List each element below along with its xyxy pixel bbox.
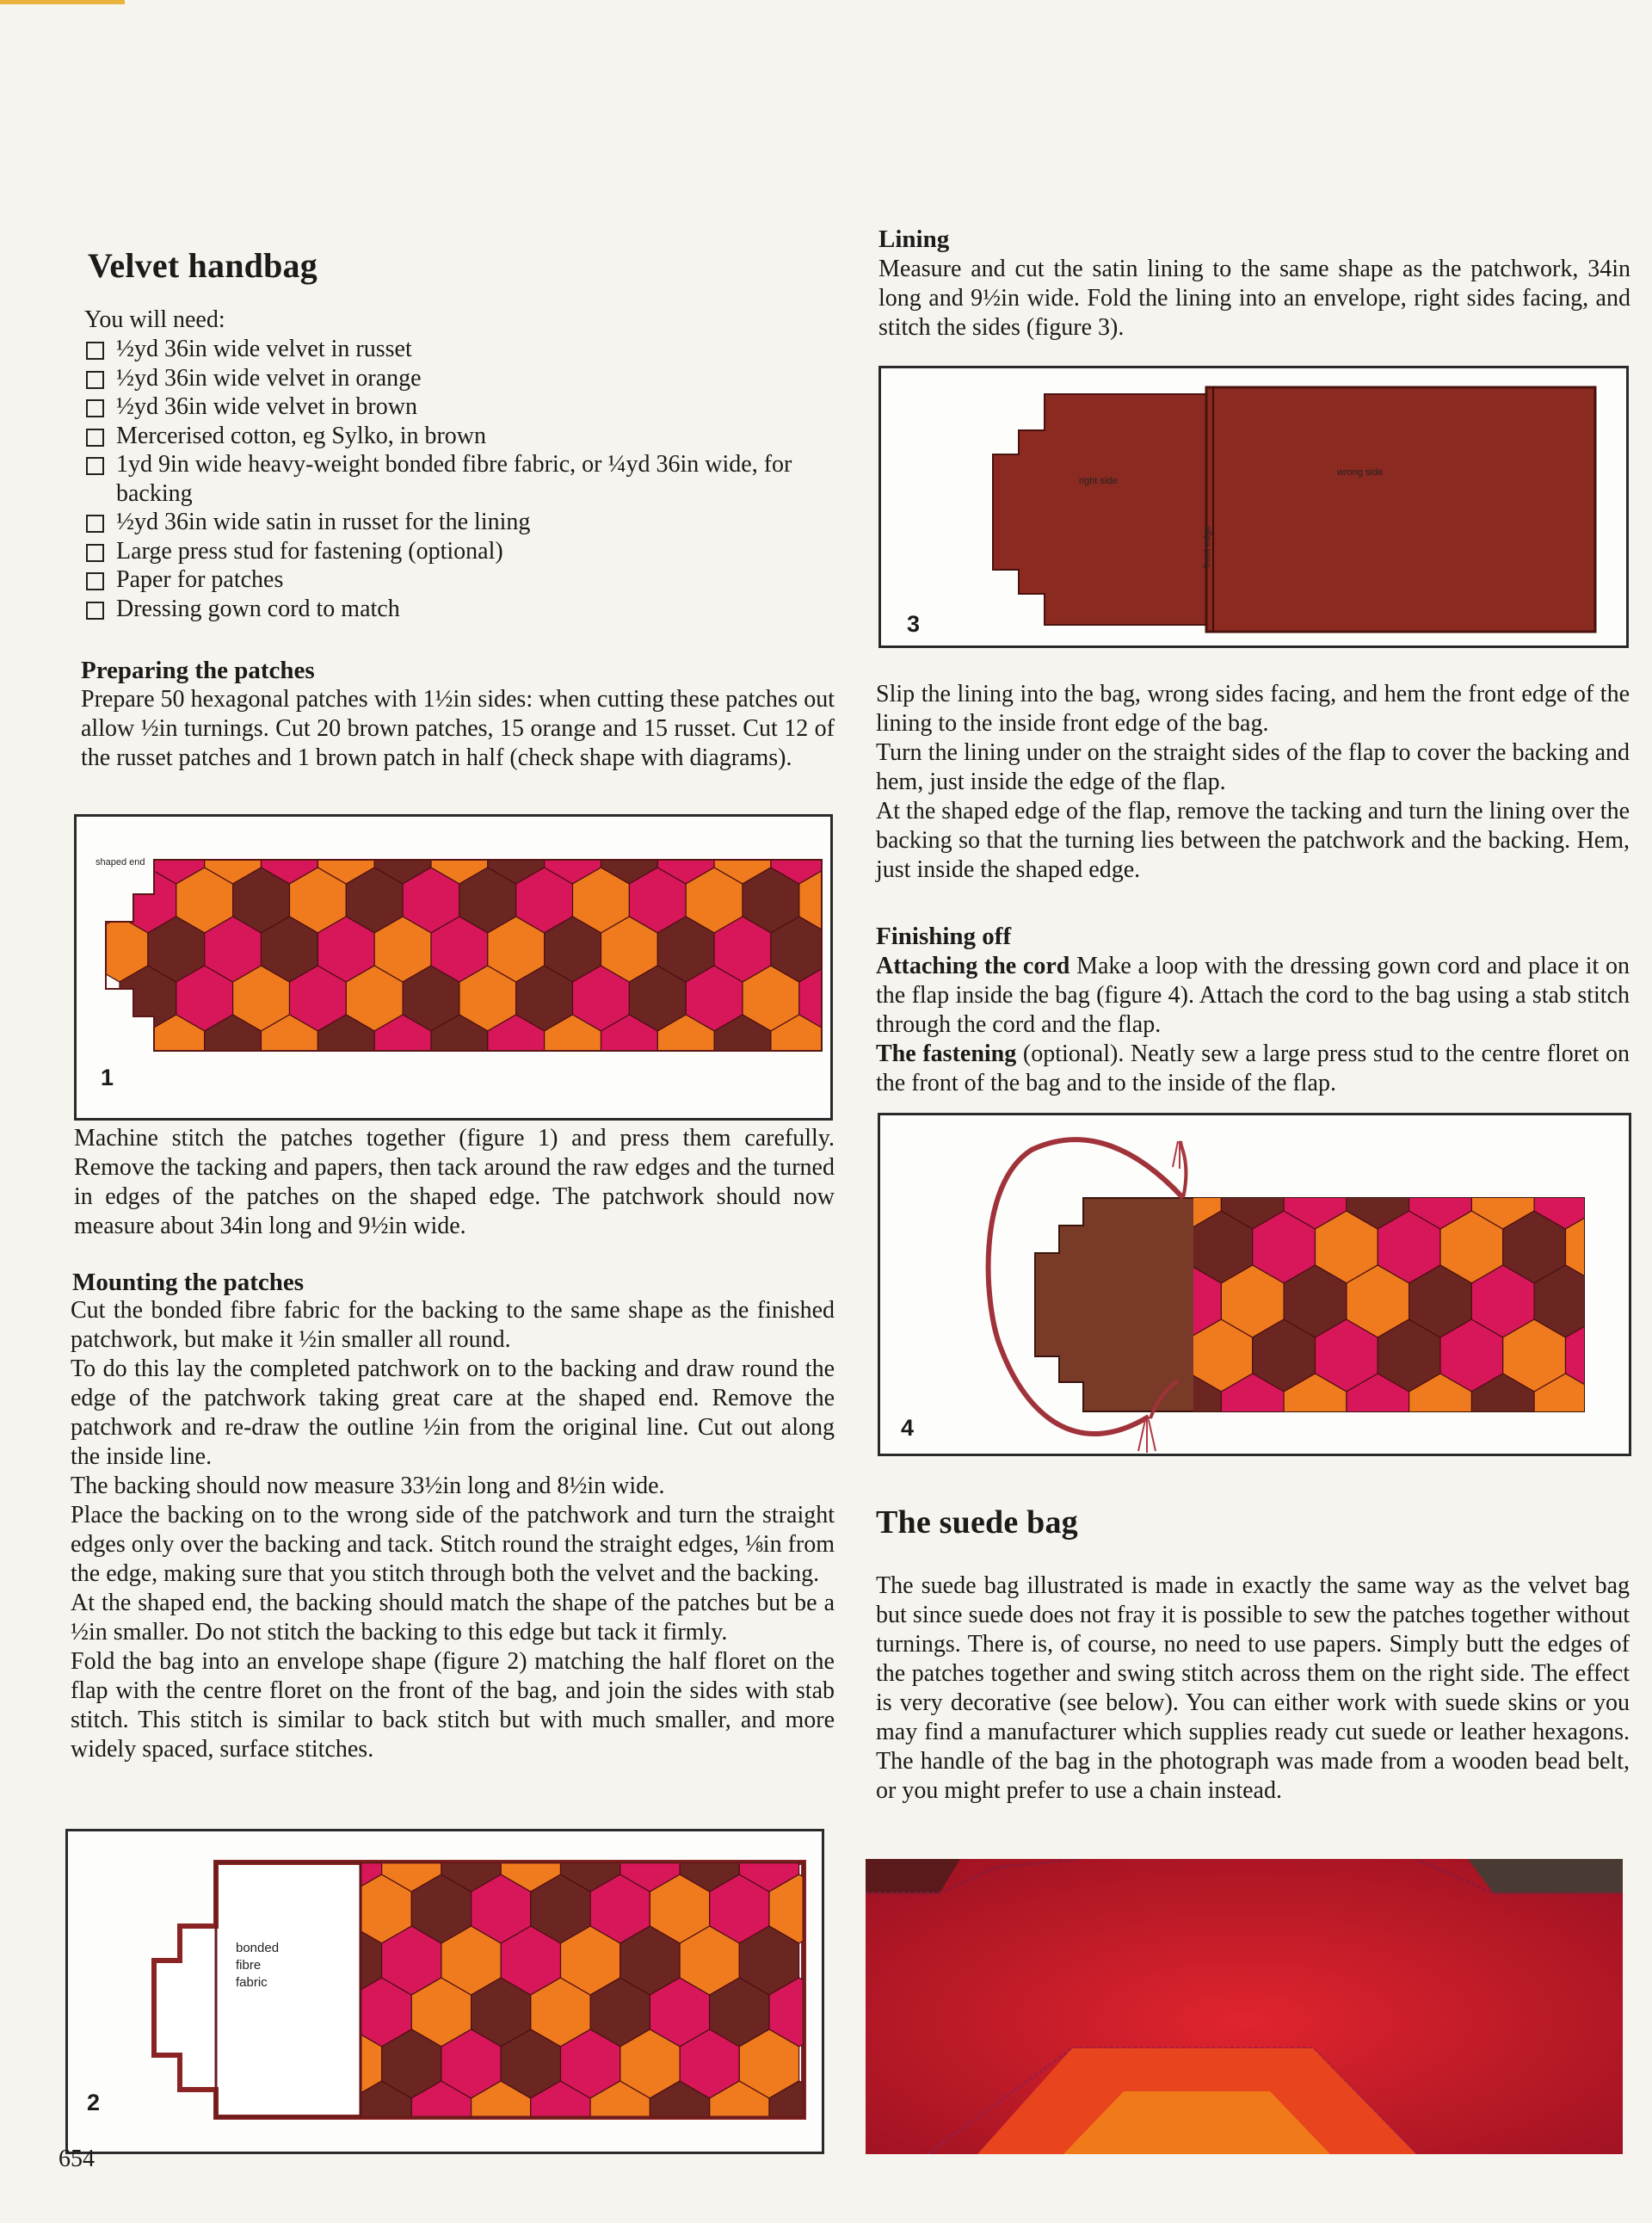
wrong-side-label: wrong side <box>1337 467 1384 478</box>
checkbox-square-icon <box>86 371 104 389</box>
hexagon-patch <box>91 1015 148 1080</box>
lining-paragraph: At the shaped edge of the flap, remove the tacking and turn the lining over the backing so that the turning lies between the patchwork and the backing. Hem, just inside the shaped edge. <box>876 798 1630 883</box>
hexagon-patch <box>176 1064 233 1118</box>
checkbox-square-icon <box>86 572 104 590</box>
mounting-paragraph: Place the backing on to the wrong side of the patchwork and turn the straight edges only over the backing and tack. Stitch round the straight edges, ⅛in from the edge, making sure that you stitch through both the velvet and the backing. <box>71 1502 835 1587</box>
cord-paragraph <box>876 952 1630 1040</box>
hexagon-patch <box>629 1064 686 1118</box>
materials-item-text: 1yd 9in wide heavy-weight bonded fibre fabric, or ¼yd 36in wide, for backing <box>116 451 792 507</box>
hexagon-patch <box>459 1064 516 1118</box>
checkbox-square-icon <box>86 399 104 417</box>
right-side-label: right side <box>1079 476 1118 486</box>
hexagon-patch <box>120 1064 176 1118</box>
suede-photo <box>866 1859 1623 2154</box>
mounting-title: Mounting the patches <box>72 1269 305 1296</box>
figure-2-number: 2 <box>87 2090 101 2115</box>
figure-1 <box>74 814 833 1121</box>
materials-item-text: Paper for patches <box>116 566 284 593</box>
front-edge-label: front edge <box>1202 525 1212 568</box>
materials-list-item <box>84 392 835 422</box>
hexagon-patch <box>573 1064 630 1118</box>
fastening-label: The fastening <box>876 1040 1017 1067</box>
cord-text: Make a loop with the dressing gown cord and place it on the flap inside the bag (figure 4). Attach the cord to the bag using a stab stitch through the cord and the flap. <box>876 953 1630 1038</box>
fastening-paragraph <box>876 1040 1630 1098</box>
hexagon-patch <box>799 1064 830 1118</box>
lining-title: Lining <box>878 225 950 253</box>
mounting-paragraph: To do this lay the completed patchwork on to the backing and draw round the edge of the patchwork taking great care at the shaped end. Remove the patchwork and re-draw the outline ½in from the original line. Cut out along the inside line. <box>71 1355 835 1470</box>
mounting-paragraph: The backing should now measure 33½in long and 8½in wide. <box>71 1473 665 1499</box>
hexagon-patch <box>290 1064 347 1118</box>
preparing-text: Prepare 50 hexagonal patches with 1½in sides: when cutting these patches out allow ½in turnings. Cut 20 brown patches, 15 orange and 15 russet. Cut 12 of the russet patches and 1 brown patch in half (check shape with diagrams). <box>81 686 835 771</box>
page-number: 654 <box>59 2146 95 2172</box>
materials-item-text: Mercerised cotton, eg Sylko, in brown <box>116 422 487 449</box>
preparing-title: Preparing the patches <box>81 657 315 684</box>
figure-1-number: 1 <box>101 1065 114 1090</box>
hexagon-patch <box>91 818 148 884</box>
materials-list-item <box>84 508 835 537</box>
checkbox-square-icon <box>86 457 104 475</box>
figure-2-drawing <box>68 1831 822 2152</box>
checkbox-square-icon <box>86 429 104 447</box>
lining-steps <box>876 680 1630 885</box>
materials-item-text: ½yd 36in wide satin in russet for the lining <box>116 509 531 535</box>
materials-list-item <box>84 537 835 566</box>
figure-4 <box>878 1113 1631 1456</box>
mounting-paragraph: Fold the bag into an envelope shape (figure 2) matching the half floret on the flap with the centre floret on the front of the bag, and join the sides with stab stitch. This stitch is similar to back stitch but with much smaller, and more widely spaced, surface stitches. <box>71 1648 835 1763</box>
machine-text: Machine stitch the patches together (figure 1) and press them carefully. Remove the tacking and papers, then tack around the raw edges and the turned in edges of the patches on the shaped edge. The patchwork should now measure about 34in long and 9½in wide. <box>74 1125 835 1239</box>
checkbox-square-icon <box>86 602 104 620</box>
figure-1-drawing <box>77 817 830 1118</box>
materials-list-item <box>84 565 835 595</box>
materials-list-item <box>84 335 835 364</box>
cord-label: Attaching the cord <box>876 953 1070 979</box>
materials-list-item <box>84 450 835 508</box>
lining-text: Measure and cut the satin lining to the same shape as the patchwork, 34in long and 9½in wide. Fold the lining into an envelope, right sides facing, and stitch the sides (figure 3). <box>878 256 1630 341</box>
hexagon-patch <box>686 1064 743 1118</box>
checkbox-square-icon <box>86 544 104 562</box>
hexagon-patch <box>516 1064 573 1118</box>
checkbox-square-icon <box>86 515 104 533</box>
hexagon-patch <box>743 1064 799 1118</box>
mounting-text <box>71 1296 835 1764</box>
hexagon-patch <box>346 1064 403 1118</box>
materials-item-text: ½yd 36in wide velvet in brown <box>116 393 417 420</box>
figure-3 <box>878 366 1629 648</box>
need-label: You will need: <box>84 306 225 333</box>
lining-paragraph: Turn the lining under on the straight sides of the flap to cover the backing and hem, just inside the edge of the flap. <box>876 739 1630 795</box>
velvet-title: Velvet handbag <box>88 246 317 285</box>
materials-item-text: ½yd 36in wide velvet in russet <box>116 336 412 362</box>
figure-4-drawing <box>880 1115 1629 1454</box>
materials-item-text: ½yd 36in wide velvet in orange <box>116 364 422 392</box>
bonded-fibre-label: bonded fibre fabric <box>236 1941 280 1990</box>
materials-list-item <box>84 595 835 624</box>
materials-list-item <box>84 364 835 393</box>
suede-text: The suede bag illustrated is made in exactly the same way as the velvet bag but since suede does not fray it is possible to sew the patches together without turnings. There is, of course, no need to use papers. Simply butt the edges of the patches together and swing stitch across them on the right side. The effect is very decorative (see below). You can either work with suede skins or you may find a manufacturer which supplies ready cut suede or leather hexagons. The handle of the bag in the photograph was made from a wooden bead belt, or you might prefer to use a chain instead. <box>876 1572 1630 1804</box>
figure-3-number: 3 <box>907 611 921 637</box>
lining-paragraph: Slip the lining into the bag, wrong sides facing, and hem the front edge of the lining to the inside front edge of the bag. <box>876 681 1630 737</box>
hexagon-patch <box>233 1064 290 1118</box>
figure-4-number: 4 <box>901 1415 915 1441</box>
mounting-paragraph: At the shaped end, the backing should match the shape of the patches but be a ½in smaller. Do not stitch the backing to this edge but tack it firmly. <box>71 1590 835 1646</box>
mounting-paragraph: Cut the bonded fibre fabric for the backing to the same shape as the finished patchwork, but make it ½in smaller all round. <box>71 1297 835 1353</box>
materials-item-text: Dressing gown cord to match <box>116 595 400 622</box>
materials-list-item <box>84 422 835 451</box>
figure-2 <box>65 1829 824 2154</box>
figure-3-drawing <box>881 368 1626 645</box>
suede-photo-drawing <box>866 1859 1623 2154</box>
checkbox-square-icon <box>86 342 104 360</box>
suede-title: The suede bag <box>876 1504 1078 1541</box>
materials-item-text: Large press stud for fastening (optional) <box>116 537 503 565</box>
materials-list <box>84 335 835 623</box>
shaped-end-label: shaped end <box>96 857 145 868</box>
finishing-title: Finishing off <box>876 923 1012 950</box>
hexagon-patch <box>403 1064 459 1118</box>
fastening-text: (optional). Neatly sew a large press stud to the centre floret on the front of the bag and to the inside of the flap. <box>876 1040 1630 1096</box>
top-edge-strip <box>0 0 125 4</box>
